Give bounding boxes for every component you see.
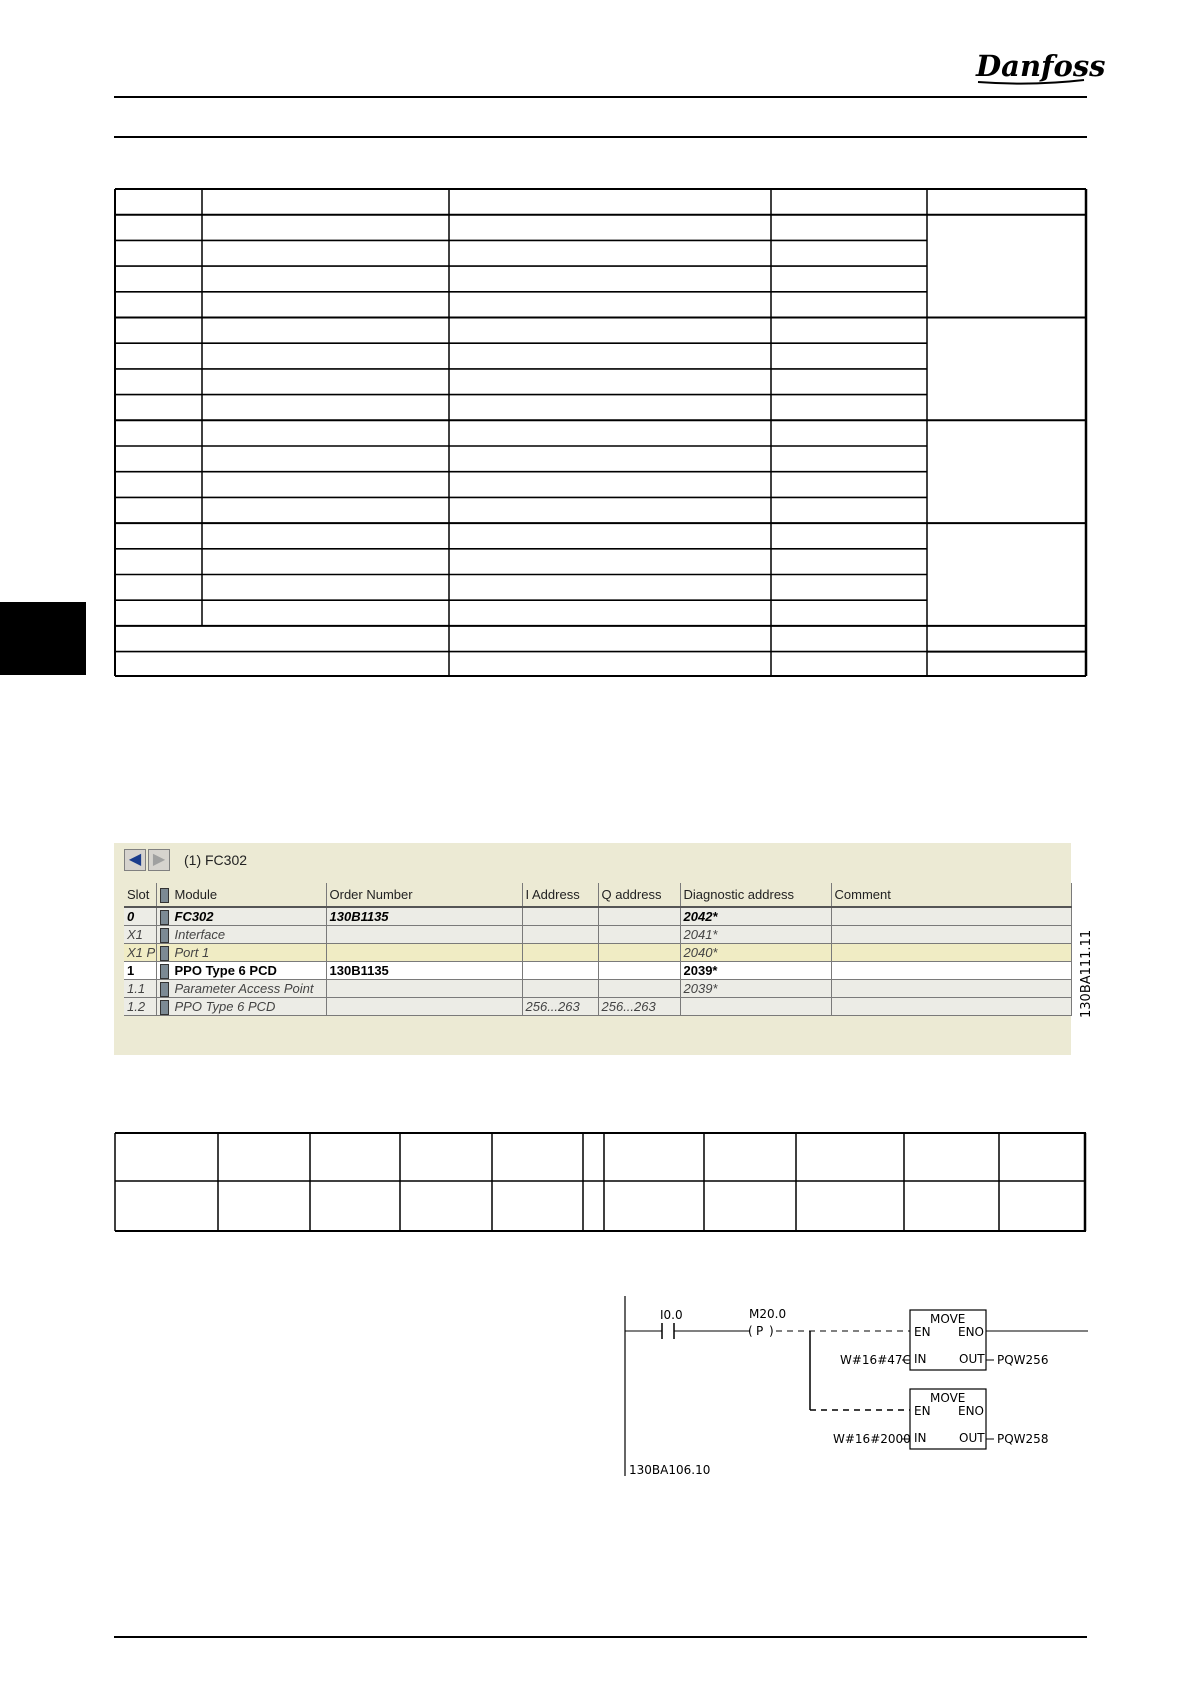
slot-cell: 1.1	[124, 980, 156, 998]
station-toolbar	[114, 843, 1071, 877]
parameter-table	[114, 188, 1087, 677]
move-block-2	[833, 1389, 1048, 1449]
ladder-diagram	[620, 1296, 1090, 1491]
table-row[interactable]	[124, 980, 1071, 998]
diagnostic-address-cell: 2039*	[680, 980, 831, 998]
svg-text:MOVE: MOVE	[930, 1312, 966, 1326]
svg-text:MOVE: MOVE	[930, 1391, 966, 1405]
contact-i00	[660, 1308, 683, 1339]
module-cell: FC302	[156, 907, 326, 926]
q-address-cell	[598, 907, 680, 926]
hw-config-screenshot	[114, 843, 1071, 1055]
module-icon	[160, 928, 169, 943]
svg-text:): )	[769, 1324, 774, 1338]
module-icon	[160, 888, 169, 903]
station-title: (1) FC302	[184, 852, 248, 868]
col-header-i-address[interactable]: I Address	[522, 883, 598, 907]
comment-cell	[831, 907, 1071, 926]
module-cell: Interface	[156, 926, 326, 944]
i-address-cell	[522, 926, 598, 944]
grid-empty-area	[124, 1016, 1071, 1047]
module-icon	[160, 1000, 169, 1015]
col-header-diagnostic-address[interactable]: Diagnostic address	[680, 883, 831, 907]
comment-cell	[831, 998, 1071, 1016]
comment-cell	[831, 926, 1071, 944]
svg-text:PQW256: PQW256	[997, 1353, 1049, 1367]
svg-text:ENO: ENO	[958, 1325, 985, 1339]
diagnostic-address-cell: 2039*	[680, 962, 831, 980]
module-cell: PPO Type 6 PCD	[156, 962, 326, 980]
table-row[interactable]	[124, 907, 1071, 926]
order-number-cell: 130B1135	[326, 962, 522, 980]
pcd-table	[114, 1132, 1087, 1233]
svg-text:EN: EN	[914, 1404, 931, 1418]
svg-text:I0.0: I0.0	[660, 1308, 683, 1322]
comment-cell	[831, 944, 1071, 962]
svg-text:ENO: ENO	[958, 1404, 985, 1418]
q-address-cell	[598, 944, 680, 962]
module-icon	[160, 946, 169, 961]
col-header-comment[interactable]: Comment	[831, 883, 1071, 907]
comment-cell	[831, 962, 1071, 980]
q-address-cell	[598, 980, 680, 998]
svg-text:PQW258: PQW258	[997, 1432, 1049, 1446]
slot-cell: X1	[124, 926, 156, 944]
chapter-tab	[0, 602, 86, 675]
forward-arrow-icon[interactable]: ▶	[148, 849, 170, 871]
q-address-cell	[598, 926, 680, 944]
footer-rule	[114, 1636, 1087, 1638]
back-arrow-icon[interactable]: ◀	[124, 849, 146, 871]
svg-text:OUT: OUT	[959, 1431, 985, 1445]
module-cell: PPO Type 6 PCD	[156, 998, 326, 1016]
move-block-1	[840, 1310, 1088, 1370]
grid-header-row	[124, 883, 1071, 907]
i-address-cell	[522, 980, 598, 998]
order-number-cell	[326, 926, 522, 944]
q-address-cell: 256...263	[598, 998, 680, 1016]
table-row[interactable]	[124, 998, 1071, 1016]
module-icon	[160, 982, 169, 997]
diagnostic-address-cell: 2041*	[680, 926, 831, 944]
table-row[interactable]	[124, 944, 1071, 962]
slot-cell: 1.2	[124, 998, 156, 1016]
table-row[interactable]	[124, 962, 1071, 980]
svg-text:P: P	[756, 1324, 764, 1338]
i-address-cell	[522, 907, 598, 926]
diagnostic-address-cell: 2040*	[680, 944, 831, 962]
order-number-cell: 130B1135	[326, 907, 522, 926]
module-icon	[160, 910, 169, 925]
col-header-module[interactable]: Module	[156, 883, 326, 907]
diagnostic-address-cell	[680, 998, 831, 1016]
header-rule-top	[114, 96, 1087, 98]
order-number-cell	[326, 944, 522, 962]
svg-text:M20.0: M20.0	[749, 1307, 787, 1321]
svg-text:OUT: OUT	[959, 1352, 985, 1366]
svg-text:W#16#47C: W#16#47C	[840, 1353, 911, 1367]
comment-cell	[831, 980, 1071, 998]
edge-detector-p	[748, 1307, 786, 1338]
i-address-cell: 256...263	[522, 998, 598, 1016]
header-rule-bottom	[114, 136, 1087, 138]
module-cell: Port 1	[156, 944, 326, 962]
module-grid	[124, 883, 1071, 1055]
order-number-cell	[326, 998, 522, 1016]
figure-code-label	[1075, 929, 1095, 1020]
slot-cell: X1 P	[124, 944, 156, 962]
col-header-slot[interactable]: Slot	[124, 883, 156, 907]
slot-cell: 1	[124, 962, 156, 980]
svg-text:IN: IN	[914, 1352, 927, 1366]
slot-cell: 0	[124, 907, 156, 926]
col-header-order-number[interactable]: Order Number	[326, 883, 522, 907]
svg-text:130BA111.11: 130BA111.11	[1079, 929, 1094, 1018]
col-header-q-address[interactable]: Q address	[598, 883, 680, 907]
diagnostic-address-cell: 2042*	[680, 907, 831, 926]
table-row[interactable]	[124, 926, 1071, 944]
svg-text:EN: EN	[914, 1325, 931, 1339]
figure-code-label: 130BA106.10	[629, 1463, 711, 1477]
svg-text:IN: IN	[914, 1431, 927, 1445]
q-address-cell	[598, 962, 680, 980]
danfoss-logo	[972, 40, 1106, 92]
svg-text:W#16#2000: W#16#2000	[833, 1432, 911, 1446]
order-number-cell	[326, 980, 522, 998]
module-cell: Parameter Access Point	[156, 980, 326, 998]
module-icon	[160, 964, 169, 979]
i-address-cell	[522, 962, 598, 980]
svg-text:(: (	[748, 1324, 753, 1338]
i-address-cell	[522, 944, 598, 962]
svg-text:Danfoss: Danfoss	[976, 49, 1106, 83]
